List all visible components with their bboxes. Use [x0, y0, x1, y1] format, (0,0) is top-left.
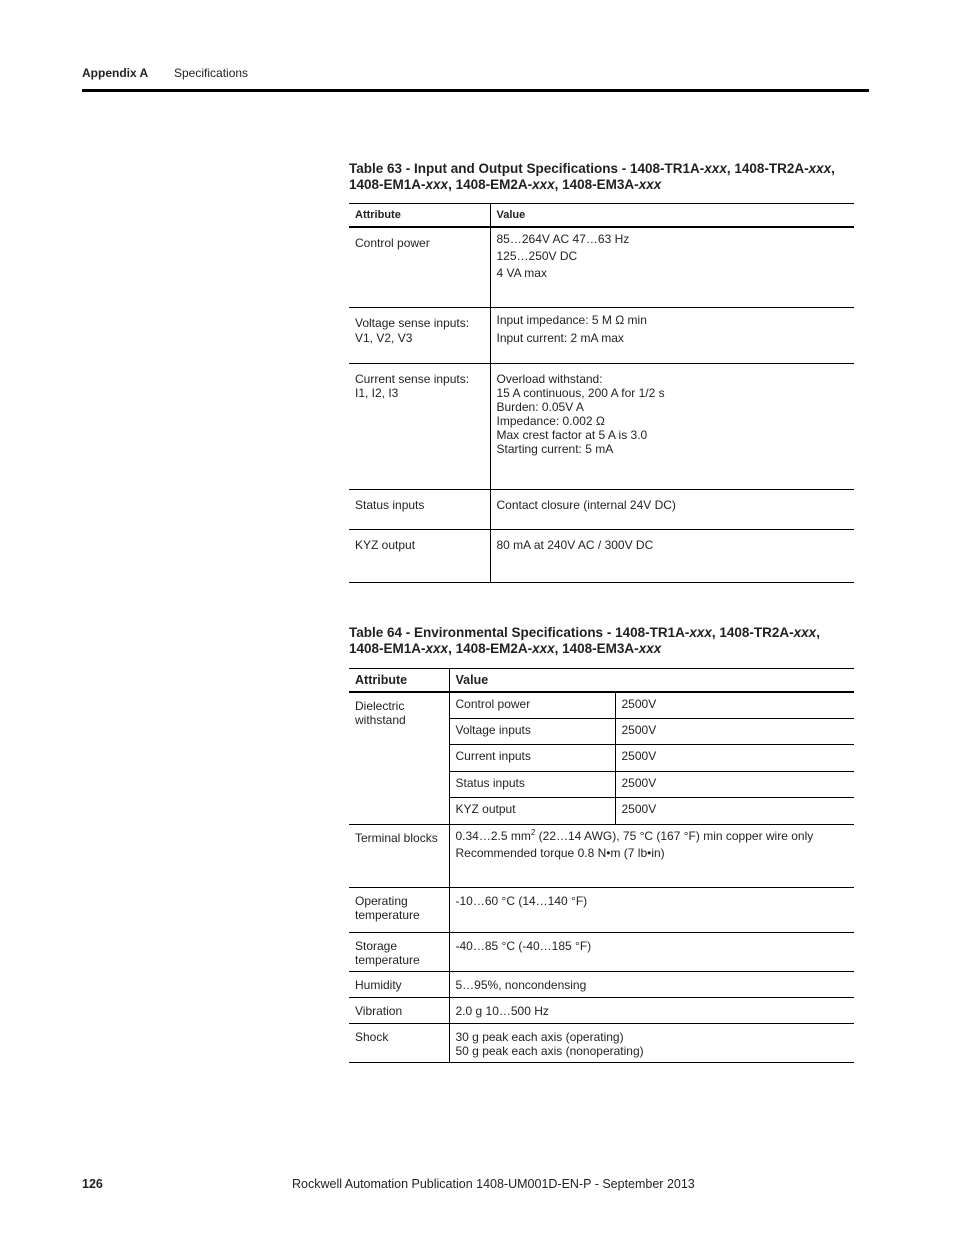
value-cell: [490, 489, 854, 529]
table-row: [349, 971, 854, 997]
value-cell: [449, 932, 854, 971]
table-row: [349, 887, 854, 932]
attribute-cell: Humidity: [349, 971, 449, 997]
attribute-cell: Control power: [349, 227, 490, 307]
sub-value-cell: 2500V: [615, 744, 854, 771]
column-header-attribute: Attribute: [349, 669, 449, 693]
attribute-cell: Terminal blocks: [349, 824, 449, 887]
table-63: [349, 203, 854, 583]
sub-item-cell: Voltage inputs: [449, 718, 615, 744]
value-line: Contact closure (internal 24V DC): [496, 497, 676, 512]
value-cell: [490, 227, 854, 307]
column-header-value: Value: [490, 204, 854, 228]
value-cell: [490, 363, 854, 489]
appendix-label: Appendix A: [82, 66, 149, 80]
table-row: [349, 363, 854, 489]
value-line: 125…250V DC: [496, 249, 578, 263]
table-row: [349, 997, 854, 1023]
attribute-cell: Shock: [349, 1023, 449, 1062]
value-line: 4 VA max: [496, 266, 547, 280]
publication-footer: Rockwell Automation Publication 1408-UM001D-EN-P - September 2013: [292, 1177, 695, 1191]
attribute-cell: Dielectric withstand: [349, 692, 449, 824]
attribute-cell: Status inputs: [349, 489, 490, 529]
table-64-caption: Table 64 - Environmental Specifications - 1408-TR1A-xxx, 1408-TR2A-xxx, 1408-EM1A-xxx, 1408-EM2A-xxx, 1408-EM3A-xxx: [349, 625, 820, 656]
attribute-cell: KYZ output: [349, 529, 490, 582]
value-line: Input impedance: 5 M Ω min: [496, 312, 647, 327]
value-cell: [449, 971, 854, 997]
attribute-cell: Vibration: [349, 997, 449, 1023]
attribute-cell: Operating temperature: [349, 887, 449, 932]
table-row: [349, 227, 854, 307]
sub-item-cell: Status inputs: [449, 771, 615, 797]
value-cell: [449, 1023, 854, 1062]
page-number: 126: [82, 1177, 103, 1191]
header-rule: [82, 89, 869, 92]
value-line: Overload withstand:: [496, 371, 603, 386]
value-line: 2.0 g 10…500 Hz: [455, 1003, 549, 1018]
section-label: Specifications: [174, 66, 249, 80]
attribute-cell: Current sense inputs: I1, I2, I3: [349, 363, 490, 489]
value-line: -40…85 °C (-40…185 °F): [455, 938, 592, 953]
value-line: 15 A continuous, 200 A for 1/2 s: [496, 385, 665, 400]
value-cell: 0.34…2.5 $mm^2$ (22…14 AWG), 75 °C (167 °F) min copper wire only Recommended torque 0.8 N•m (7 lb•in): [449, 824, 854, 887]
column-header-value: Value: [449, 669, 854, 693]
running-header: [82, 66, 249, 80]
attribute-cell: Storage temperature: [349, 932, 449, 971]
value-cell: [449, 887, 854, 932]
table-row: [349, 1023, 854, 1062]
table-row: [349, 489, 854, 529]
sub-value-cell: 2500V: [615, 692, 854, 718]
value-line: Input current: 2 mA max: [496, 330, 624, 345]
table-header-row: [349, 204, 854, 228]
value-line: Starting current: 5 mA: [496, 441, 614, 456]
sub-value-cell: 2500V: [615, 771, 854, 797]
value-line: 30 g peak each axis (operating): [455, 1029, 624, 1044]
value-line: Impedance: 0.002 Ω: [496, 413, 605, 428]
value-line: 80 mA at 240V AC / 300V DC: [496, 537, 654, 552]
table-row: [349, 307, 854, 363]
value-line: Max crest factor at 5 A is 3.0: [496, 427, 648, 442]
value-cell: [490, 307, 854, 363]
value-cell: [490, 529, 854, 582]
table-row: [349, 824, 854, 887]
sub-item-cell: Control power: [449, 692, 615, 718]
table-header-row: [349, 669, 854, 693]
table-64: [349, 668, 854, 1063]
sub-value-cell: 2500V: [615, 718, 854, 744]
value-line: 5…95%, noncondensing: [455, 977, 587, 992]
table-63-caption: Table 63 - Input and Output Specifications - 1408-TR1A-xxx, 1408-TR2A-xxx, 1408-EM1A-xxx, 1408-EM2A-xxx, 1408-EM3A-xxx: [349, 161, 835, 192]
value-line: Burden: 0.05V A: [496, 399, 584, 414]
column-header-attribute: Attribute: [349, 204, 490, 228]
attribute-cell: Voltage sense inputs: V1, V2, V3: [349, 307, 490, 363]
value-line: 85…264V AC 47…63 Hz: [496, 232, 630, 246]
sub-item-cell: KYZ output: [449, 797, 615, 824]
table-row: [349, 529, 854, 582]
value-line: -10…60 °C (14…140 °F): [455, 893, 588, 908]
value-cell: [449, 997, 854, 1023]
table-row: [349, 692, 854, 718]
value-line: 50 g peak each axis (nonoperating): [455, 1043, 644, 1058]
sub-value-cell: 2500V: [615, 797, 854, 824]
table-row: [349, 932, 854, 971]
sub-item-cell: Current inputs: [449, 744, 615, 771]
